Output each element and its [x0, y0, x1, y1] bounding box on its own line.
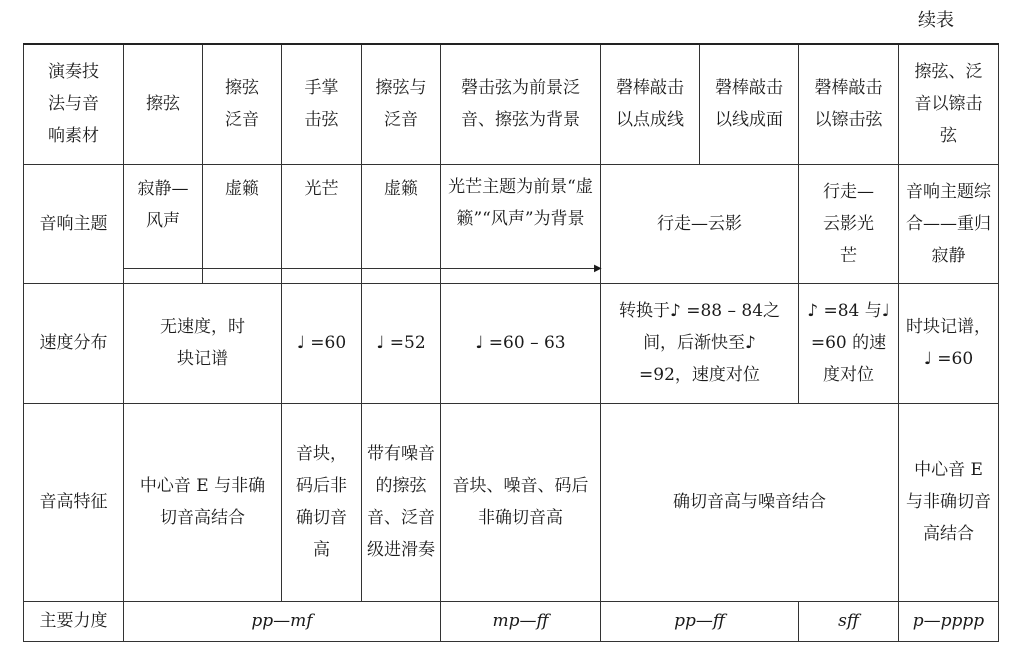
sound-theme-c9: 音响主题综合——重归寂静	[899, 164, 999, 283]
header-col-5: 磬击弦为前景泛音、擦弦为背景	[441, 44, 601, 164]
music-analysis-table	[23, 43, 999, 642]
sound-theme-c1: 寂静—风声	[124, 164, 203, 283]
header-col-8: 磬棒敲击以镲击弦	[799, 44, 899, 164]
pitch-c678: 确切音高与噪音结合	[601, 403, 899, 601]
pitch-c3: 音块，码后非确切音高	[282, 403, 362, 601]
dynamics-c9: p—pppp	[899, 601, 999, 641]
dynamics-c67: pp—ff	[601, 601, 799, 641]
header-col-3: 手掌击弦	[282, 44, 362, 164]
arrow-line	[441, 268, 601, 269]
sound-theme-c2: 虚籁	[203, 164, 282, 283]
sound-theme-label: 音响主题	[24, 164, 124, 283]
header-col-2: 擦弦泛音	[203, 44, 282, 164]
tempo-c12: 无速度，时块记谱	[124, 283, 282, 403]
dynamics-row	[24, 601, 999, 641]
tempo-c6: 转换于♪ =88 – 84之间，后渐快至♪ =92，速度对位	[601, 283, 799, 403]
arrow-head-icon: ▶	[594, 263, 602, 274]
tempo-label: 速度分布	[24, 283, 124, 403]
dynamics-c1234: pp—mf	[124, 601, 441, 641]
tempo-c9: 时块记谱，♩ =60	[899, 283, 999, 403]
header-row-label: 演奏技法与音响素材	[24, 44, 124, 164]
header-col-7: 磬棒敲击以线成面	[700, 44, 799, 164]
tempo-row	[24, 283, 999, 403]
pitch-c9: 中心音 E与非确切音高结合	[899, 403, 999, 601]
tempo-c8: ♪ =84 与♩ =60 的速度对位	[799, 283, 899, 403]
header-row	[24, 44, 999, 164]
header-col-9: 擦弦、泛音以镲击弦	[899, 44, 999, 164]
sound-theme-c67: 行走—云影	[601, 164, 799, 283]
tempo-c5: ♩ =60 – 63	[441, 283, 601, 403]
dynamics-c8: sff	[799, 601, 899, 641]
dynamics-c5: mp—ff	[441, 601, 601, 641]
sound-theme-c4: 虚籁	[362, 164, 441, 283]
header-col-4: 擦弦与泛音	[362, 44, 441, 164]
header-col-1: 擦弦	[124, 44, 203, 164]
pitch-c4: 带有噪音的擦弦音、泛音级进滑奏	[362, 403, 441, 601]
pitch-label: 音高特征	[24, 403, 124, 601]
continued-label: 续表	[918, 10, 954, 31]
tempo-c3: ♩ =60	[282, 283, 362, 403]
sub-divider-line	[123, 268, 441, 269]
sound-theme-c5: 光芒主题为前景“虚籁”“风声”为背景	[441, 164, 601, 283]
header-col-6: 磬棒敲击以点成线	[601, 44, 700, 164]
pitch-row	[24, 403, 999, 601]
tempo-c4: ♩ =52	[362, 283, 441, 403]
sound-theme-c3: 光芒	[282, 164, 362, 283]
pitch-c5: 音块、噪音、码后非确切音高	[441, 403, 601, 601]
sound-theme-row	[24, 164, 999, 283]
sound-theme-c8: 行走—云影光芒	[799, 164, 899, 283]
dynamics-label: 主要力度	[24, 601, 124, 641]
pitch-c12: 中心音 E 与非确切音高结合	[124, 403, 282, 601]
